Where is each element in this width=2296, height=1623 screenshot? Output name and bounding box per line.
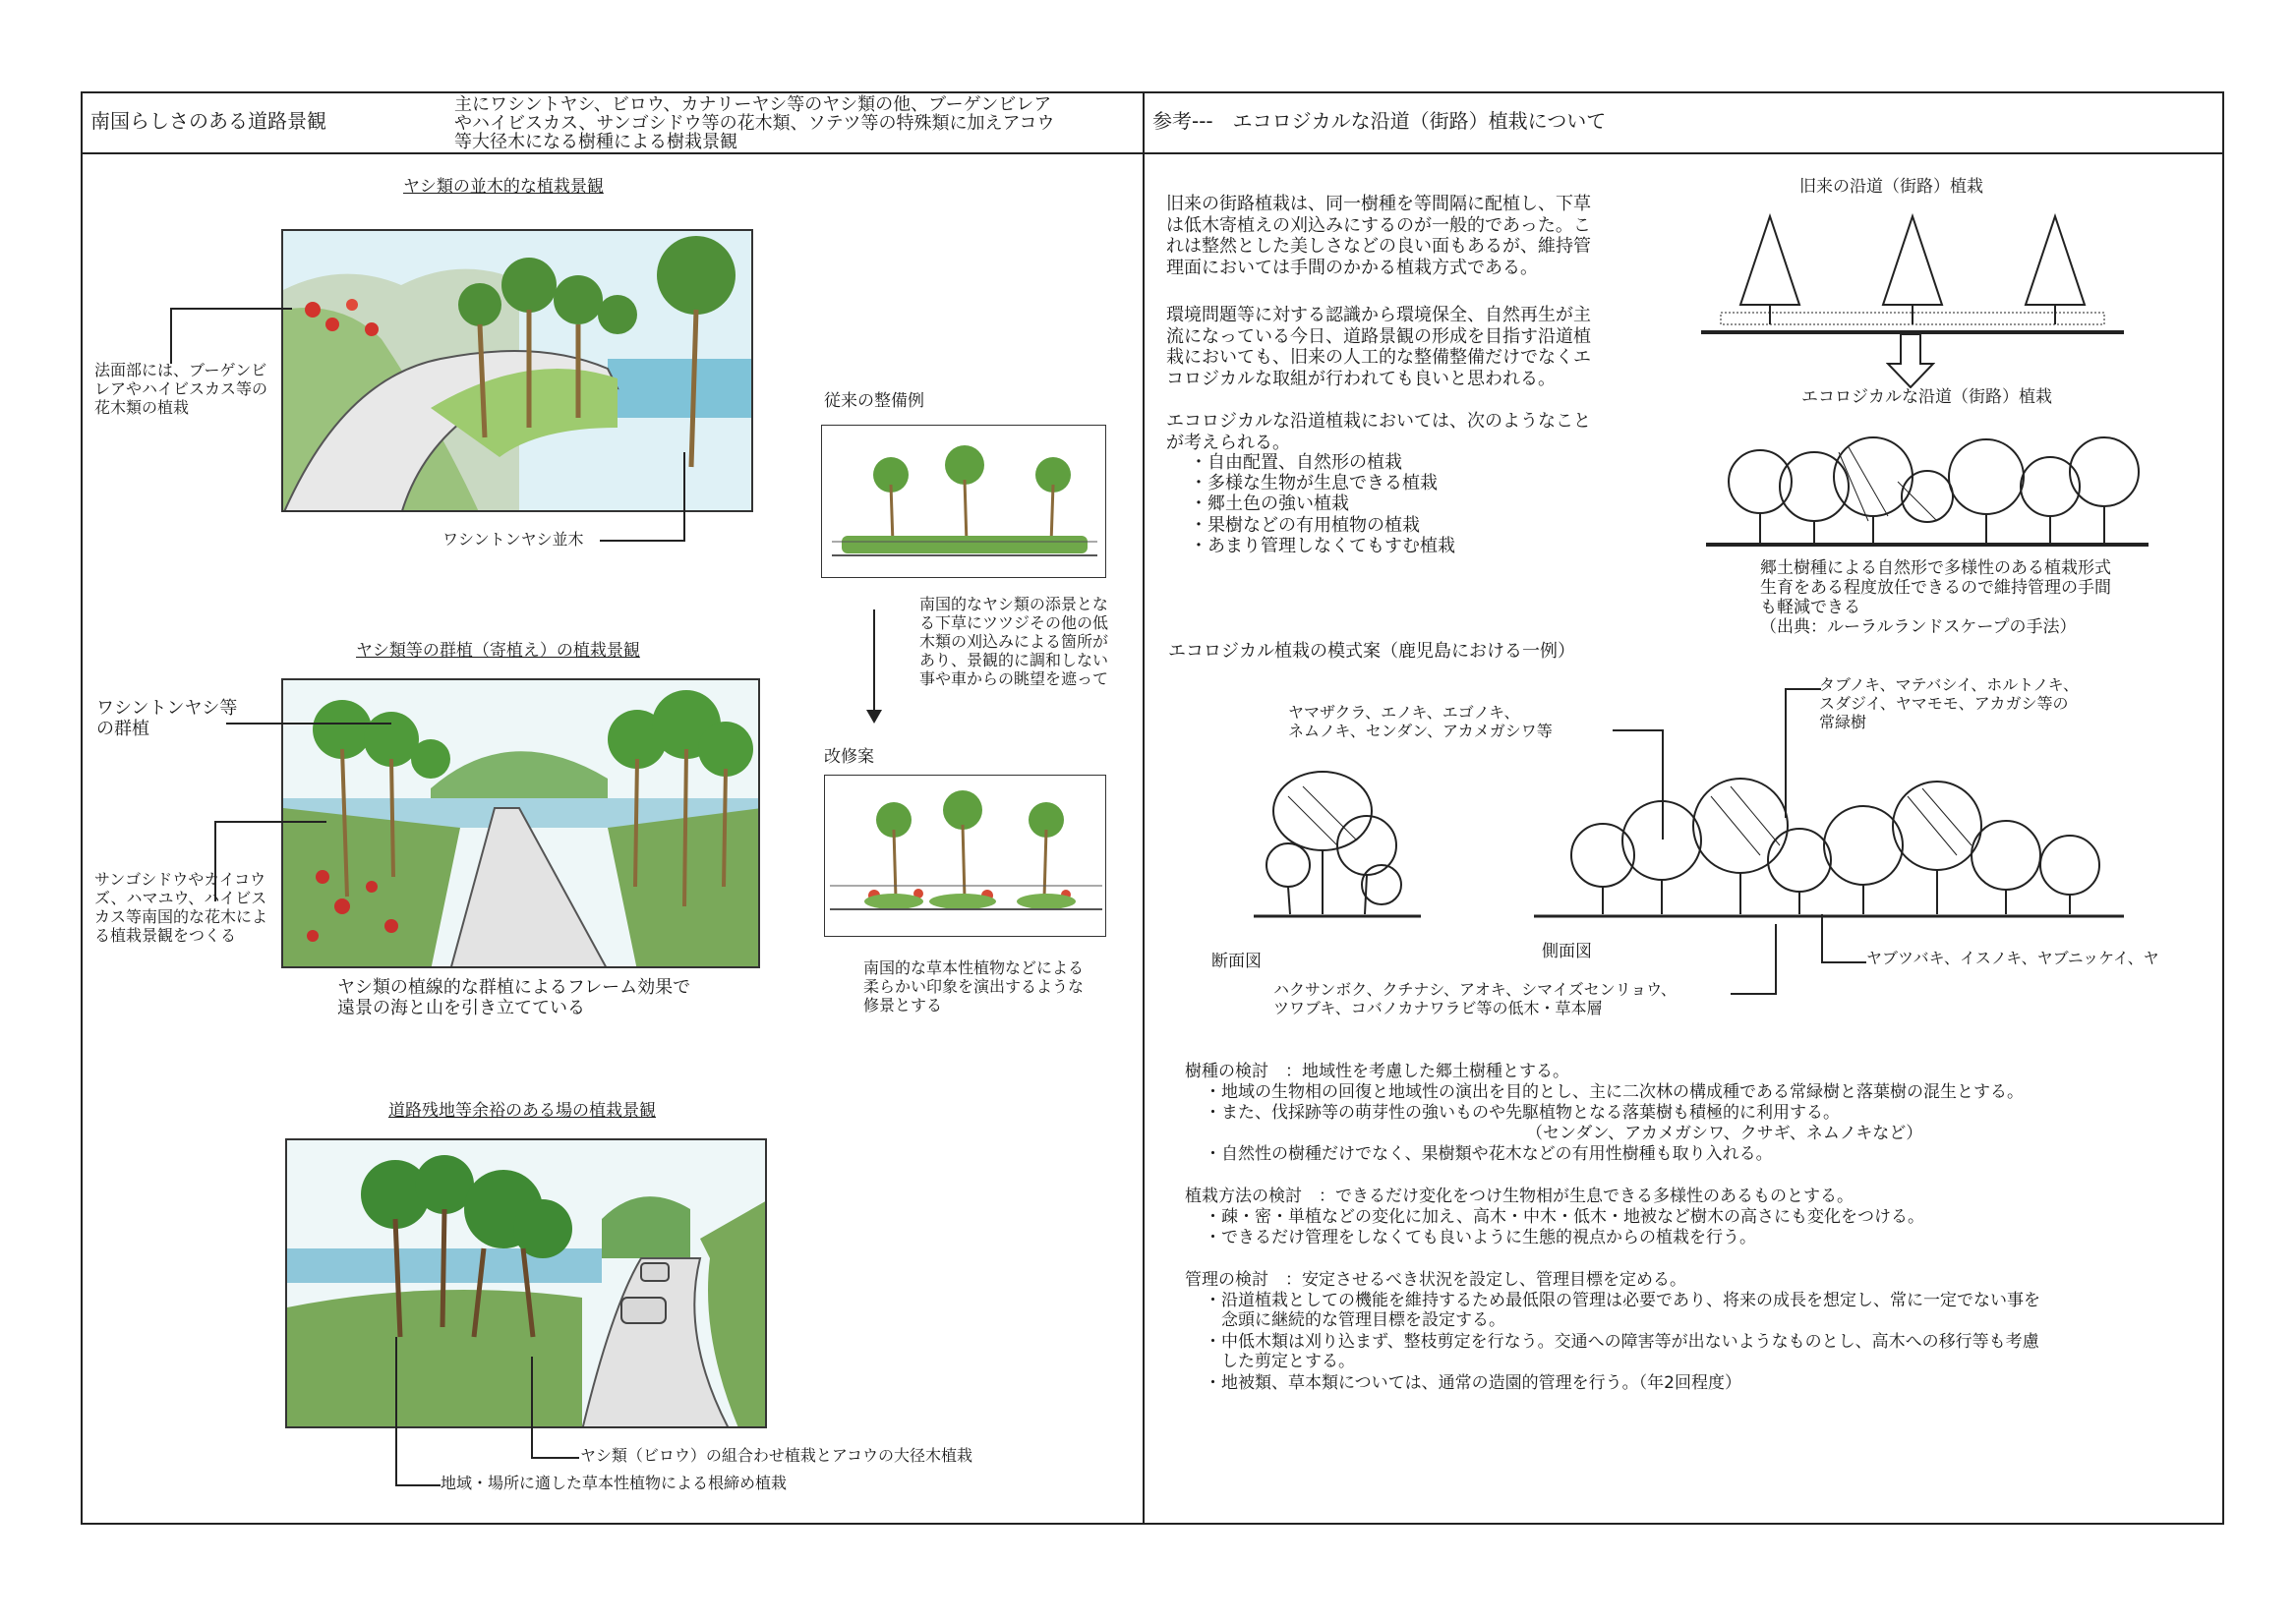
policy-method-b2: ・できるだけ管理をしなくても良いように生態的視点からの植栽を行う。 — [1205, 1228, 1756, 1247]
column-divider — [1143, 93, 1145, 1523]
leader-slope — [170, 308, 292, 364]
arrow-down-icon — [866, 710, 882, 724]
para-ecological: エコロジカルな沿道植栽においては、次のようなこと が考えられる。 — [1166, 411, 1591, 453]
leader-palm — [600, 452, 685, 542]
note-palm-group: ワシントンヤシ等 の群植 — [96, 698, 238, 740]
leader-flowers — [214, 821, 326, 901]
side-view-diagram — [1534, 767, 2124, 934]
policy-species-b1: ・地域の生物相の回復と地域性の演出を目的とし、主に二次林の構成種である常緑樹と落葉樹の混生とする。 — [1205, 1082, 2024, 1102]
policy-species: 樹種の検討 ：地域性を考慮した郷土樹種とする。 — [1185, 1062, 1569, 1081]
after-label: 改修案 — [824, 747, 874, 767]
arrow-down-icon — [1886, 334, 1935, 388]
before-note: 南国的なヤシ類の添景とな る下草にツツジその他の低 木類の刈込みによる箇所が あり、景観的に調和しない 事や車からの眺望を遮って — [919, 595, 1109, 688]
header-divider — [83, 152, 2222, 154]
policy-mgmt-b1: ・沿道植栽としての機能を維持するため最低限の管理は必要であり、将来の成長を想定し、常に一定でない事を 念頭に継続的な管理目標を設定する。 — [1205, 1291, 2040, 1331]
section-diagram — [1249, 767, 1426, 934]
old-planting-label: 旧来の沿道（街路）植栽 — [1799, 177, 1983, 197]
leader-shrubs — [1731, 924, 1777, 995]
left-title: 南国らしさのある道路景観 — [90, 109, 326, 133]
note-washington-palm: ワシントンヤシ並木 — [442, 530, 584, 549]
eco-caption: 郷土樹種による自然形で多様性のある植栽形式 生育をある程度放任できるので維持管理の手間 も軽減できる — [1760, 558, 2111, 618]
leader-mid — [1821, 914, 1866, 963]
eco-planting-label: エコロジカルな沿道（街路）植栽 — [1801, 387, 2052, 407]
para-environment: 環境問題等に対する認識から環境保全、自然再生が主 流になっている今日、道路景観の形成を目指す沿道植 栽においても、旧来の人工的な整備整備だけでなくエ コロジカルな取組が行われても良いと思われる。 — [1166, 305, 1591, 389]
arrow-shaft — [873, 609, 875, 714]
after-note: 南国的な草本性植物などによる 柔らかい印象を演出するような 修景とする — [863, 958, 1085, 1014]
label-section: 断面図 — [1211, 952, 1262, 971]
policy-species-b3: ・自然性の樹種だけでなく、果樹類や花木などの有用性樹種も取り入れる。 — [1205, 1144, 1773, 1164]
model-title: エコロジカル植栽の模式案（鹿児島における一例） — [1168, 641, 1575, 662]
left-description: 主にワシントヤシ、ビロウ、カナリーヤシ等のヤシ類の他、ブーゲンビレア やハイビスカス、サンゴシドウ等の花木類、ソテツ等の特殊類に加えアコウ 等大径木になる樹種による樹栽景観 — [454, 94, 1055, 152]
intro-paragraph: 旧来の街路植栽は、同一樹種を等間隔に配植し、下草 は低木寄植えの刈込みにするのが一般的であった。こ れは整然とした美しさなどの良い面もあるが、維持管 理面においては手間のかかる植栽方式である。 — [1166, 194, 1591, 278]
diagram-old-planting — [1691, 206, 2134, 344]
note-root-planting: 地域・場所に適した草本性植物による根締め植栽 — [441, 1474, 788, 1492]
bullet-item: ・自由配置、自然形の植栽 — [1190, 452, 1402, 473]
note-combo-planting: ヤシ類（ビロウ）の組合わせ植栽とアコウの大径木植栽 — [580, 1446, 973, 1465]
policy-mgmt-b2: ・中低木類は刈り込まず、整枝剪定を行なう。交通への障害等が出ないようなものとし、高木への移行等も考慮 した剪定とする。 — [1205, 1332, 2039, 1372]
before-label: 従来の整備例 — [824, 391, 924, 411]
bullet-item: ・多様な生物が生息できる植栽 — [1190, 473, 1438, 494]
label-side-view: 側面図 — [1542, 942, 1592, 961]
label-evergreen: タブノキ、マテバシイ、ホルトノキ、 スダジイ、ヤマモモ、アカガシ等の 常緑樹 — [1819, 675, 2080, 731]
label-shrubs: ハクサンボク、クチナシ、アオキ、シマイズセンリョウ、 ツワブキ、コバノカナワラビ等の低木・草本層 — [1273, 980, 1677, 1017]
sketch-wide-space — [285, 1138, 767, 1428]
bullet-item: ・郷土色の強い植栽 — [1190, 493, 1349, 515]
leader-root — [395, 1337, 441, 1486]
sec2-caption: ヤシ類の植線的な群植によるフレーム効果で 遠景の海と山を引き立てている — [337, 977, 691, 1019]
policy-management: 管理の検討 ：安定させるべき状況を設定し、管理目標を定める。 — [1185, 1270, 1686, 1290]
policy-species-b2: ・また、伐採跡等の萌芽性の強いものや先駆植物となる落葉樹も積極的に利用する。 — [1205, 1103, 1840, 1123]
label-deciduous: ヤマザクラ、エノキ、エゴノキ、 ネムノキ、センダン、アカメガシワ等 — [1288, 703, 1553, 740]
policy-method: 植栽方法の検討 ：できるだけ変化をつけ生物相が生息できる多様性のあるものとする。 — [1185, 1187, 1854, 1206]
policy-species-b2b: （センダン、アカメガシワ、クサギ、ネムノキなど） — [1526, 1124, 1923, 1143]
sec1-title: ヤシ類の並木的な植栽景観 — [403, 177, 604, 197]
note-slope-flowers: 法面部には、ブーゲンビ レアやハイビスカス等の 花木類の植栽 — [94, 361, 268, 417]
label-mid-trees: ヤブツバキ、イスノキ、ヤブニッケイ、ヤ — [1866, 949, 2159, 967]
policy-method-b1: ・疎・密・単植などの変化に加え、高木・中木・低木・地被など樹木の高さにも変化をつける。 — [1205, 1207, 1925, 1227]
sec2-title: ヤシ類等の群植（寄植え）の植栽景観 — [356, 641, 640, 661]
bullet-item: ・あまり管理しなくてもすむ植栽 — [1190, 535, 1455, 556]
leader-group — [226, 723, 391, 725]
sec3-title: 道路残地等余裕のある場の植栽景観 — [388, 1101, 656, 1121]
right-title: 参考--- エコロジカルな沿道（街路）植栽について — [1152, 109, 1607, 133]
bullet-item: ・果樹などの有用植物の植栽 — [1190, 514, 1420, 536]
sketch-after — [824, 775, 1106, 937]
policy-mgmt-b3: ・地被類、草本類については、通常の造園的管理を行う。（年2回程度） — [1205, 1373, 1741, 1393]
sketch-before — [821, 425, 1106, 578]
note-tropical-flowers: サンゴシドウやカイコウ ズ、ハマユウ、ハイビス カス等南国的な花木によ る植栽景観をつくる — [94, 870, 268, 945]
diagram-eco-planting — [1701, 423, 2153, 555]
source-note: （出典：ルーラルランドスケープの手法） — [1760, 617, 2077, 637]
leader-combo — [531, 1357, 579, 1459]
bullet-list — [1190, 452, 1455, 556]
